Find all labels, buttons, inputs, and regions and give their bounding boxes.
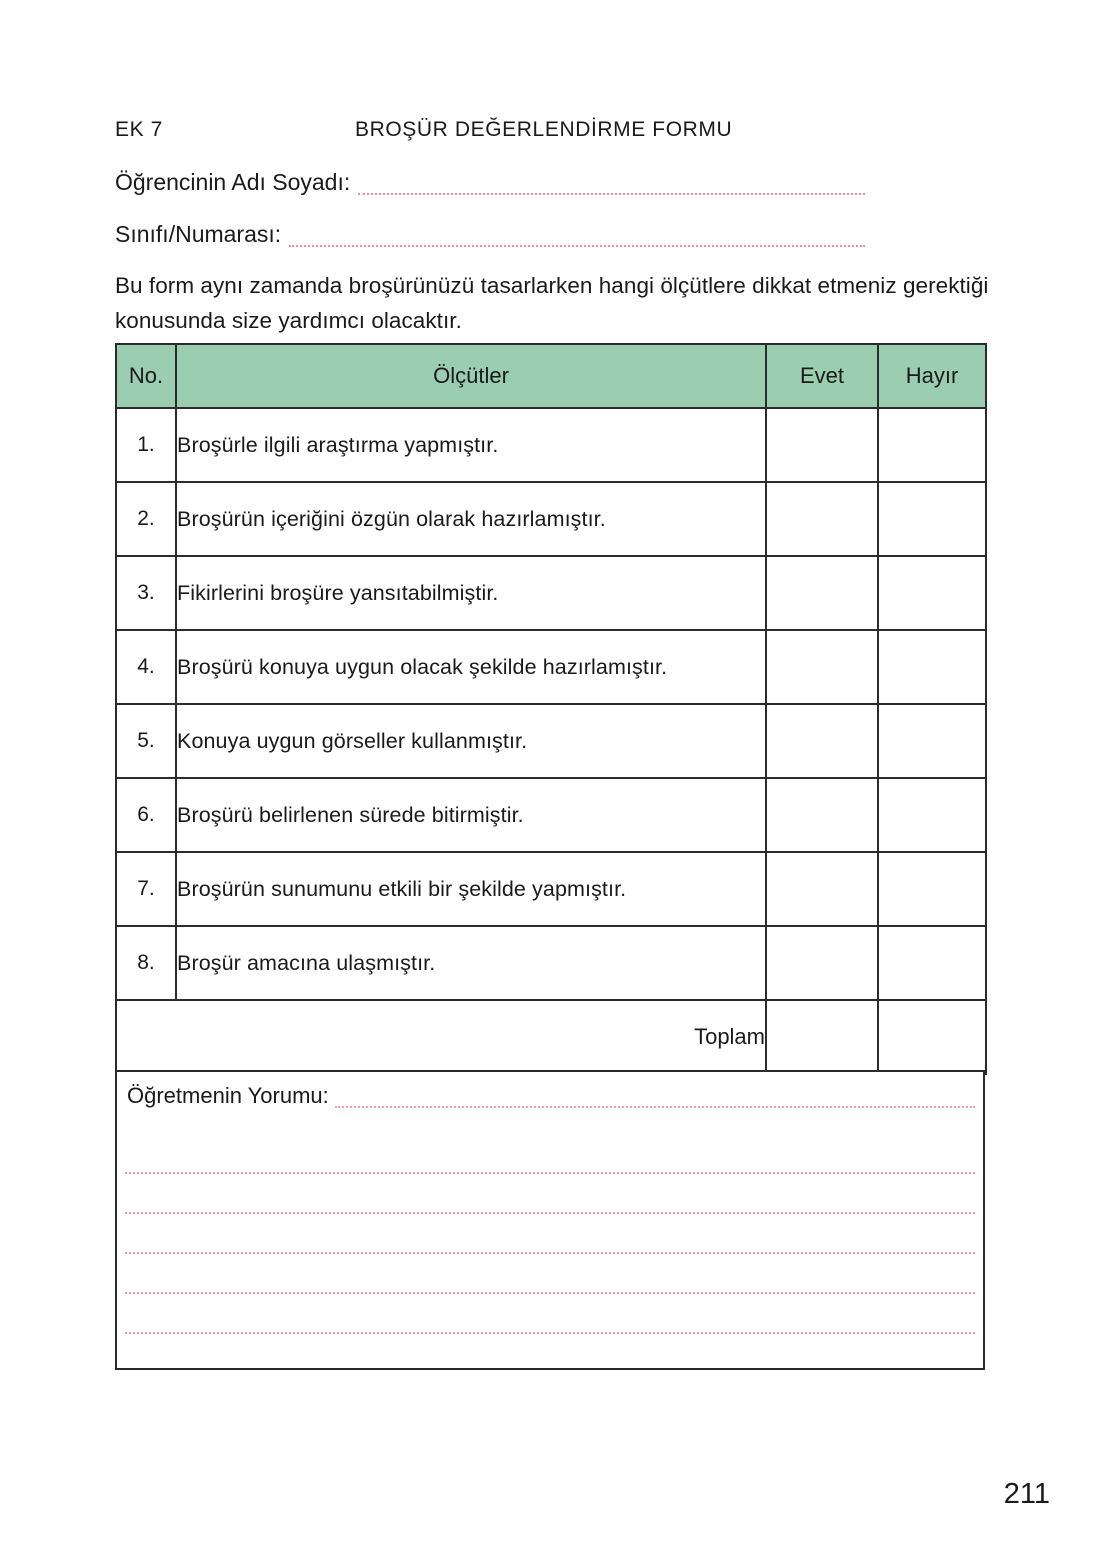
- criteria-table: [115, 343, 987, 1075]
- row-checkbox-no[interactable]: [878, 852, 986, 926]
- comment-line[interactable]: [125, 1254, 975, 1294]
- intro-paragraph: Bu form aynı zamanda broşürünüzü tasarlarken hangi ölçütlere dikkat etmeniz gerektiği konusunda size yardımcı olacaktır.: [115, 273, 989, 333]
- teacher-comment-box[interactable]: [115, 1070, 985, 1370]
- table-row: [116, 704, 986, 778]
- row-checkbox-yes[interactable]: [766, 556, 878, 630]
- table-row: [116, 408, 986, 482]
- column-header-no: Hayır: [878, 344, 986, 408]
- total-no-input[interactable]: [878, 1000, 986, 1074]
- annex-label: EK 7: [115, 118, 163, 141]
- row-checkbox-yes[interactable]: [766, 852, 878, 926]
- row-number: 6.: [116, 778, 176, 852]
- row-checkbox-no[interactable]: [878, 778, 986, 852]
- comment-line[interactable]: [125, 1134, 975, 1174]
- table-row: [116, 482, 986, 556]
- row-checkbox-yes[interactable]: [766, 704, 878, 778]
- row-checkbox-yes[interactable]: [766, 630, 878, 704]
- page-header: [115, 110, 985, 150]
- row-number: 2.: [116, 482, 176, 556]
- column-header-no: No.: [116, 344, 176, 408]
- teacher-comment-lines[interactable]: [125, 1134, 975, 1370]
- total-yes-input[interactable]: [766, 1000, 878, 1074]
- row-number: 8.: [116, 926, 176, 1000]
- row-number: 3.: [116, 556, 176, 630]
- row-checkbox-yes[interactable]: [766, 482, 878, 556]
- page-number: 211: [1003, 1478, 1050, 1510]
- row-checkbox-no[interactable]: [878, 704, 986, 778]
- row-criterion: Broşürü belirlenen sürede bitirmiştir.: [176, 778, 766, 852]
- table-total-row: [116, 1000, 986, 1074]
- comment-line[interactable]: [125, 1174, 975, 1214]
- row-checkbox-no[interactable]: [878, 926, 986, 1000]
- table-header-row: [116, 344, 986, 408]
- row-number: 5.: [116, 704, 176, 778]
- teacher-comment-header: [127, 1084, 975, 1108]
- row-criterion: Fikirlerini broşüre yansıtabilmiştir.: [176, 556, 766, 630]
- row-checkbox-no[interactable]: [878, 556, 986, 630]
- column-header-criteria: Ölçütler: [176, 344, 766, 408]
- table-row: [116, 556, 986, 630]
- row-checkbox-no[interactable]: [878, 482, 986, 556]
- student-class-input[interactable]: [289, 230, 865, 247]
- table-row: [116, 630, 986, 704]
- student-class-field[interactable]: [115, 222, 865, 247]
- student-name-input[interactable]: [358, 178, 865, 195]
- comment-line[interactable]: [125, 1294, 975, 1334]
- row-checkbox-yes[interactable]: [766, 408, 878, 482]
- row-criterion: Broşürün içeriğini özgün olarak hazırlamıştır.: [176, 482, 766, 556]
- row-checkbox-no[interactable]: [878, 408, 986, 482]
- table-row: [116, 852, 986, 926]
- column-header-yes: Evet: [766, 344, 878, 408]
- comment-line[interactable]: [125, 1334, 975, 1370]
- table-row: [116, 926, 986, 1000]
- row-checkbox-no[interactable]: [878, 630, 986, 704]
- row-checkbox-yes[interactable]: [766, 778, 878, 852]
- teacher-comment-input[interactable]: [335, 1093, 975, 1108]
- row-number: 7.: [116, 852, 176, 926]
- total-label: Toplam: [116, 1000, 766, 1074]
- comment-line[interactable]: [125, 1214, 975, 1254]
- row-criterion: Broşürle ilgili araştırma yapmıştır.: [176, 408, 766, 482]
- row-number: 1.: [116, 408, 176, 482]
- teacher-comment-label: Öğretmenin Yorumu:: [127, 1083, 329, 1108]
- row-checkbox-yes[interactable]: [766, 926, 878, 1000]
- row-number: 4.: [116, 630, 176, 704]
- page-title: BROŞÜR DEĞERLENDİRME FORMU: [355, 118, 733, 141]
- student-name-label: Öğrencinin Adı Soyadı:: [115, 169, 351, 195]
- row-criterion: Konuya uygun görseller kullanmıştır.: [176, 704, 766, 778]
- row-criterion: Broşür amacına ulaşmıştır.: [176, 926, 766, 1000]
- row-criterion: Broşürün sunumunu etkili bir şekilde yapmıştır.: [176, 852, 766, 926]
- student-name-field[interactable]: [115, 170, 865, 195]
- row-criterion: Broşürü konuya uygun olacak şekilde hazırlamıştır.: [176, 630, 766, 704]
- student-class-label: Sınıfı/Numarası:: [115, 221, 282, 247]
- table-row: [116, 778, 986, 852]
